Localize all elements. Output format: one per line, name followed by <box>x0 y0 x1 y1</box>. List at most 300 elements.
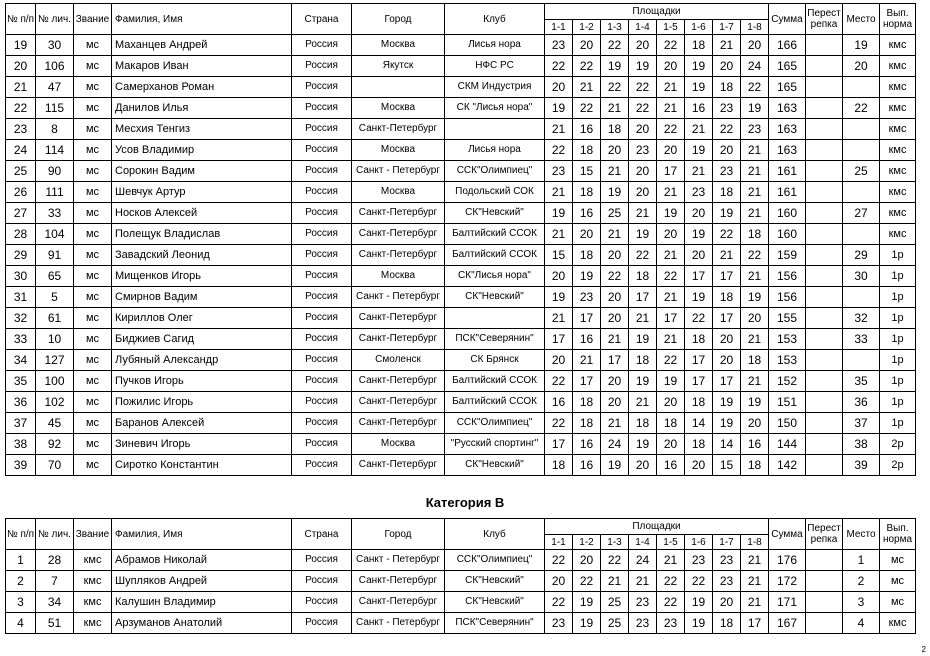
header-site-1-1: 1-1 <box>545 535 573 550</box>
city-cell: Санкт-Петербург <box>352 308 445 329</box>
site-score-cell: 19 <box>685 613 713 634</box>
table-row <box>6 371 916 392</box>
norm-cell: 2р <box>880 455 916 476</box>
site-score-cell: 23 <box>629 140 657 161</box>
rank-cell: кмс <box>74 571 112 592</box>
place-cell <box>843 287 880 308</box>
header-site-1-6: 1-6 <box>685 20 713 35</box>
results-table-category-b <box>5 518 916 634</box>
norm-cell: 1р <box>880 287 916 308</box>
site-score-cell: 18 <box>629 266 657 287</box>
row-number-cell: 2 <box>6 571 36 592</box>
table-row <box>6 329 916 350</box>
norm-cell: кмс <box>880 98 916 119</box>
site-score-cell: 17 <box>685 266 713 287</box>
place-cell: 22 <box>843 98 880 119</box>
bib-number-cell: 7 <box>36 571 74 592</box>
norm-cell: кмс <box>880 77 916 98</box>
table-row <box>6 119 916 140</box>
sum-cell: 153 <box>769 350 806 371</box>
page-number: 2 <box>921 645 926 654</box>
header-name: Фамилия, Имя <box>112 4 292 35</box>
site-score-cell: 21 <box>657 182 685 203</box>
site-score-cell: 19 <box>573 592 601 613</box>
reweigh-cell <box>806 203 843 224</box>
header-norm: Вып. норма <box>880 4 916 35</box>
row-number-cell: 33 <box>6 329 36 350</box>
place-cell: 33 <box>843 329 880 350</box>
sum-cell: 150 <box>769 413 806 434</box>
city-cell: Санкт-Петербург <box>352 592 445 613</box>
header-club: Клуб <box>445 4 545 35</box>
header-site-1-4: 1-4 <box>629 20 657 35</box>
sum-cell: 144 <box>769 434 806 455</box>
rank-cell: мс <box>74 455 112 476</box>
sum-cell: 163 <box>769 119 806 140</box>
header-rank: Звание <box>74 4 112 35</box>
country-cell: Россия <box>292 329 352 350</box>
rank-cell: мс <box>74 203 112 224</box>
table-row <box>6 182 916 203</box>
city-cell: Якутск <box>352 56 445 77</box>
site-score-cell: 22 <box>545 56 573 77</box>
table-row <box>6 245 916 266</box>
norm-cell: 1р <box>880 350 916 371</box>
site-score-cell: 20 <box>741 413 769 434</box>
place-cell: 19 <box>843 35 880 56</box>
site-score-cell: 19 <box>573 613 601 634</box>
site-score-cell: 17 <box>545 329 573 350</box>
reweigh-cell <box>806 287 843 308</box>
site-score-cell: 18 <box>713 287 741 308</box>
site-score-cell: 19 <box>573 266 601 287</box>
site-score-cell: 21 <box>741 571 769 592</box>
site-score-cell: 18 <box>741 455 769 476</box>
city-cell: Москва <box>352 266 445 287</box>
site-score-cell: 17 <box>545 434 573 455</box>
site-score-cell: 19 <box>629 224 657 245</box>
bib-number-cell: 33 <box>36 203 74 224</box>
norm-cell: кмс <box>880 203 916 224</box>
site-score-cell: 18 <box>685 392 713 413</box>
place-cell: 37 <box>843 413 880 434</box>
site-score-cell: 16 <box>573 203 601 224</box>
athlete-name-cell: Носков Алексей <box>112 203 292 224</box>
athlete-name-cell: Завадский Леонид <box>112 245 292 266</box>
site-score-cell: 21 <box>741 161 769 182</box>
row-number-cell: 25 <box>6 161 36 182</box>
reweigh-cell <box>806 592 843 613</box>
site-score-cell: 16 <box>573 434 601 455</box>
header-site-1-6: 1-6 <box>685 535 713 550</box>
site-score-cell: 23 <box>545 613 573 634</box>
site-score-cell: 20 <box>545 571 573 592</box>
site-score-cell: 20 <box>657 140 685 161</box>
rank-cell: мс <box>74 140 112 161</box>
site-score-cell: 18 <box>685 35 713 56</box>
reweigh-cell <box>806 266 843 287</box>
site-score-cell: 22 <box>713 224 741 245</box>
header-site-1-8: 1-8 <box>741 535 769 550</box>
norm-cell: 2р <box>880 434 916 455</box>
row-number-cell: 34 <box>6 350 36 371</box>
place-cell: 30 <box>843 266 880 287</box>
site-score-cell: 21 <box>601 413 629 434</box>
reweigh-cell <box>806 224 843 245</box>
site-score-cell: 22 <box>657 571 685 592</box>
place-cell <box>843 182 880 203</box>
club-cell: СК"Невский" <box>445 592 545 613</box>
table-row <box>6 413 916 434</box>
table-row <box>6 571 916 592</box>
site-score-cell: 18 <box>573 392 601 413</box>
place-cell <box>843 140 880 161</box>
place-cell: 27 <box>843 203 880 224</box>
sum-cell: 166 <box>769 35 806 56</box>
club-cell: Лисья нора <box>445 140 545 161</box>
site-score-cell: 21 <box>629 571 657 592</box>
site-score-cell: 19 <box>741 287 769 308</box>
site-score-cell: 19 <box>713 413 741 434</box>
site-score-cell: 23 <box>573 287 601 308</box>
club-cell: ССК"Олимпиец" <box>445 550 545 571</box>
header-place: Место <box>843 4 880 35</box>
site-score-cell: 21 <box>741 266 769 287</box>
bib-number-cell: 111 <box>36 182 74 203</box>
club-cell: СК "Лисья нора" <box>445 98 545 119</box>
site-score-cell: 22 <box>545 371 573 392</box>
site-score-cell: 21 <box>601 161 629 182</box>
bib-number-cell: 45 <box>36 413 74 434</box>
norm-cell: мс <box>880 571 916 592</box>
reweigh-cell <box>806 392 843 413</box>
norm-cell: кмс <box>880 161 916 182</box>
country-cell: Россия <box>292 350 352 371</box>
site-score-cell: 15 <box>713 455 741 476</box>
table-row <box>6 203 916 224</box>
site-score-cell: 24 <box>601 434 629 455</box>
rank-cell: мс <box>74 98 112 119</box>
site-score-cell: 24 <box>741 56 769 77</box>
site-score-cell: 17 <box>713 266 741 287</box>
rank-cell: мс <box>74 329 112 350</box>
site-score-cell: 19 <box>685 287 713 308</box>
header-site-1-3: 1-3 <box>601 20 629 35</box>
city-cell: Москва <box>352 98 445 119</box>
site-score-cell: 23 <box>713 161 741 182</box>
site-score-cell: 16 <box>573 455 601 476</box>
site-score-cell: 21 <box>713 245 741 266</box>
header-site-1-5: 1-5 <box>657 20 685 35</box>
site-score-cell: 16 <box>573 329 601 350</box>
row-number-cell: 31 <box>6 287 36 308</box>
club-cell: СК"Невский" <box>445 455 545 476</box>
site-score-cell: 21 <box>713 35 741 56</box>
site-score-cell: 22 <box>573 98 601 119</box>
club-cell: СК"Невский" <box>445 203 545 224</box>
club-cell: Балтийский ССОК <box>445 371 545 392</box>
athlete-name-cell: Самерханов Роман <box>112 77 292 98</box>
athlete-name-cell: Пучков Игорь <box>112 371 292 392</box>
site-score-cell: 23 <box>629 613 657 634</box>
header-site-1-5: 1-5 <box>657 535 685 550</box>
sum-cell: 176 <box>769 550 806 571</box>
header-norm: Вып. норма <box>880 519 916 550</box>
site-score-cell: 19 <box>601 56 629 77</box>
site-score-cell: 20 <box>601 392 629 413</box>
table-row <box>6 592 916 613</box>
country-cell: Россия <box>292 161 352 182</box>
bib-number-cell: 106 <box>36 56 74 77</box>
country-cell: Россия <box>292 371 352 392</box>
site-score-cell: 18 <box>545 455 573 476</box>
reweigh-cell <box>806 35 843 56</box>
site-score-cell: 20 <box>685 455 713 476</box>
sum-cell: 151 <box>769 392 806 413</box>
site-score-cell: 19 <box>741 392 769 413</box>
place-cell: 2 <box>843 571 880 592</box>
club-cell <box>445 308 545 329</box>
site-score-cell: 16 <box>545 392 573 413</box>
header-reweigh: Перест репка <box>806 519 843 550</box>
site-score-cell: 20 <box>713 329 741 350</box>
site-score-cell: 22 <box>741 245 769 266</box>
site-score-cell: 22 <box>657 35 685 56</box>
reweigh-cell <box>806 413 843 434</box>
place-cell: 38 <box>843 434 880 455</box>
site-score-cell: 20 <box>657 434 685 455</box>
header-no: № п/п <box>6 4 36 35</box>
header-sum: Сумма <box>769 4 806 35</box>
city-cell: Москва <box>352 182 445 203</box>
site-score-cell: 18 <box>685 329 713 350</box>
site-score-cell: 22 <box>573 571 601 592</box>
athlete-name-cell: Лубяный Александр <box>112 350 292 371</box>
country-cell: Россия <box>292 35 352 56</box>
header-place: Место <box>843 519 880 550</box>
site-score-cell: 22 <box>713 119 741 140</box>
norm-cell: кмс <box>880 182 916 203</box>
norm-cell: 1р <box>880 308 916 329</box>
site-score-cell: 21 <box>545 224 573 245</box>
site-score-cell: 17 <box>629 287 657 308</box>
rank-cell: мс <box>74 56 112 77</box>
site-score-cell: 15 <box>545 245 573 266</box>
site-score-cell: 23 <box>713 550 741 571</box>
site-score-cell: 21 <box>657 77 685 98</box>
site-score-cell: 20 <box>573 224 601 245</box>
site-score-cell: 23 <box>685 550 713 571</box>
club-cell: НФС РС <box>445 56 545 77</box>
bib-number-cell: 30 <box>36 35 74 56</box>
row-number-cell: 22 <box>6 98 36 119</box>
club-cell: Балтийский ССОК <box>445 224 545 245</box>
site-score-cell: 18 <box>629 413 657 434</box>
site-score-cell: 20 <box>713 56 741 77</box>
sum-cell: 163 <box>769 98 806 119</box>
site-score-cell: 18 <box>713 77 741 98</box>
row-number-cell: 35 <box>6 371 36 392</box>
site-score-cell: 23 <box>713 571 741 592</box>
site-score-cell: 19 <box>685 224 713 245</box>
site-score-cell: 14 <box>685 413 713 434</box>
site-score-cell: 23 <box>629 592 657 613</box>
site-score-cell: 18 <box>573 413 601 434</box>
city-cell: Санкт-Петербург <box>352 371 445 392</box>
club-cell: СК"Лисья нора" <box>445 266 545 287</box>
bib-number-cell: 10 <box>36 329 74 350</box>
site-score-cell: 20 <box>545 350 573 371</box>
site-score-cell: 20 <box>601 287 629 308</box>
sum-cell: 153 <box>769 329 806 350</box>
athlete-name-cell: Калушин Владимир <box>112 592 292 613</box>
site-score-cell: 19 <box>685 77 713 98</box>
site-score-cell: 20 <box>629 182 657 203</box>
rank-cell: мс <box>74 77 112 98</box>
site-score-cell: 21 <box>573 350 601 371</box>
city-cell: Санкт-Петербург <box>352 455 445 476</box>
site-score-cell: 21 <box>741 140 769 161</box>
site-score-cell: 18 <box>685 434 713 455</box>
site-score-cell: 21 <box>657 329 685 350</box>
reweigh-cell <box>806 329 843 350</box>
site-score-cell: 22 <box>629 245 657 266</box>
city-cell <box>352 77 445 98</box>
city-cell: Москва <box>352 140 445 161</box>
site-score-cell: 18 <box>741 224 769 245</box>
table-row <box>6 392 916 413</box>
rank-cell: мс <box>74 224 112 245</box>
site-score-cell: 21 <box>657 245 685 266</box>
header-name: Фамилия, Имя <box>112 519 292 550</box>
site-score-cell: 21 <box>601 224 629 245</box>
row-number-cell: 21 <box>6 77 36 98</box>
sum-cell: 167 <box>769 613 806 634</box>
reweigh-cell <box>806 182 843 203</box>
header-sum: Сумма <box>769 519 806 550</box>
athlete-name-cell: Макаров Иван <box>112 56 292 77</box>
bib-number-cell: 70 <box>36 455 74 476</box>
site-score-cell: 21 <box>629 203 657 224</box>
site-score-cell: 17 <box>657 161 685 182</box>
reweigh-cell <box>806 371 843 392</box>
site-score-cell: 19 <box>685 592 713 613</box>
athlete-name-cell: Сиротко Константин <box>112 455 292 476</box>
site-score-cell: 22 <box>685 308 713 329</box>
table-row <box>6 161 916 182</box>
bib-number-cell: 92 <box>36 434 74 455</box>
club-cell: "Русский спортинг" <box>445 434 545 455</box>
row-number-cell: 30 <box>6 266 36 287</box>
site-score-cell: 19 <box>685 56 713 77</box>
norm-cell: 1р <box>880 392 916 413</box>
place-cell <box>843 350 880 371</box>
site-score-cell: 22 <box>545 140 573 161</box>
club-cell <box>445 119 545 140</box>
country-cell: Россия <box>292 571 352 592</box>
site-score-cell: 17 <box>685 350 713 371</box>
norm-cell: 1р <box>880 245 916 266</box>
site-score-cell: 20 <box>573 550 601 571</box>
table-row <box>6 550 916 571</box>
table-row <box>6 266 916 287</box>
site-score-cell: 22 <box>657 592 685 613</box>
header-bib: № лич. <box>36 519 74 550</box>
city-cell: Санкт-Петербург <box>352 119 445 140</box>
table-row <box>6 434 916 455</box>
athlete-name-cell: Биджиев Сагид <box>112 329 292 350</box>
site-score-cell: 17 <box>573 308 601 329</box>
rank-cell: мс <box>74 392 112 413</box>
site-score-cell: 22 <box>545 413 573 434</box>
norm-cell: кмс <box>880 613 916 634</box>
city-cell: Санкт - Петербург <box>352 287 445 308</box>
site-score-cell: 21 <box>741 203 769 224</box>
rank-cell: мс <box>74 266 112 287</box>
site-score-cell: 19 <box>545 203 573 224</box>
city-cell: Санкт - Петербург <box>352 613 445 634</box>
club-cell: ССК"Олимпиец" <box>445 161 545 182</box>
row-number-cell: 4 <box>6 613 36 634</box>
site-score-cell: 17 <box>573 371 601 392</box>
bib-number-cell: 51 <box>36 613 74 634</box>
site-score-cell: 20 <box>601 371 629 392</box>
site-score-cell: 18 <box>573 140 601 161</box>
site-score-cell: 19 <box>629 329 657 350</box>
place-cell <box>843 119 880 140</box>
site-score-cell: 19 <box>713 203 741 224</box>
country-cell: Россия <box>292 592 352 613</box>
rank-cell: мс <box>74 182 112 203</box>
athlete-name-cell: Зиневич Игорь <box>112 434 292 455</box>
table-row <box>6 308 916 329</box>
site-score-cell: 20 <box>629 161 657 182</box>
norm-cell: кмс <box>880 56 916 77</box>
site-score-cell: 20 <box>601 245 629 266</box>
site-score-cell: 19 <box>545 287 573 308</box>
reweigh-cell <box>806 550 843 571</box>
header-site-1-7: 1-7 <box>713 20 741 35</box>
site-score-cell: 21 <box>545 308 573 329</box>
site-score-cell: 22 <box>601 266 629 287</box>
site-score-cell: 25 <box>601 592 629 613</box>
site-score-cell: 18 <box>601 119 629 140</box>
table-row <box>6 613 916 634</box>
rank-cell: мс <box>74 35 112 56</box>
bib-number-cell: 102 <box>36 392 74 413</box>
site-score-cell: 21 <box>657 287 685 308</box>
country-cell: Россия <box>292 140 352 161</box>
athlete-name-cell: Пожилис Игорь <box>112 392 292 413</box>
site-score-cell: 22 <box>545 592 573 613</box>
athlete-name-cell: Полещук Владислав <box>112 224 292 245</box>
site-score-cell: 20 <box>629 35 657 56</box>
site-score-cell: 22 <box>601 35 629 56</box>
site-score-cell: 19 <box>713 392 741 413</box>
reweigh-cell <box>806 455 843 476</box>
site-score-cell: 21 <box>741 371 769 392</box>
table-body <box>6 550 916 634</box>
club-cell: ПСК"Северянин" <box>445 613 545 634</box>
header-bib: № лич. <box>36 4 74 35</box>
club-cell: ПСК"Северянин" <box>445 329 545 350</box>
site-score-cell: 20 <box>685 245 713 266</box>
site-score-cell: 23 <box>741 119 769 140</box>
site-score-cell: 20 <box>657 392 685 413</box>
site-score-cell: 17 <box>685 371 713 392</box>
category-title: Категория В <box>425 495 505 510</box>
site-score-cell: 25 <box>601 203 629 224</box>
